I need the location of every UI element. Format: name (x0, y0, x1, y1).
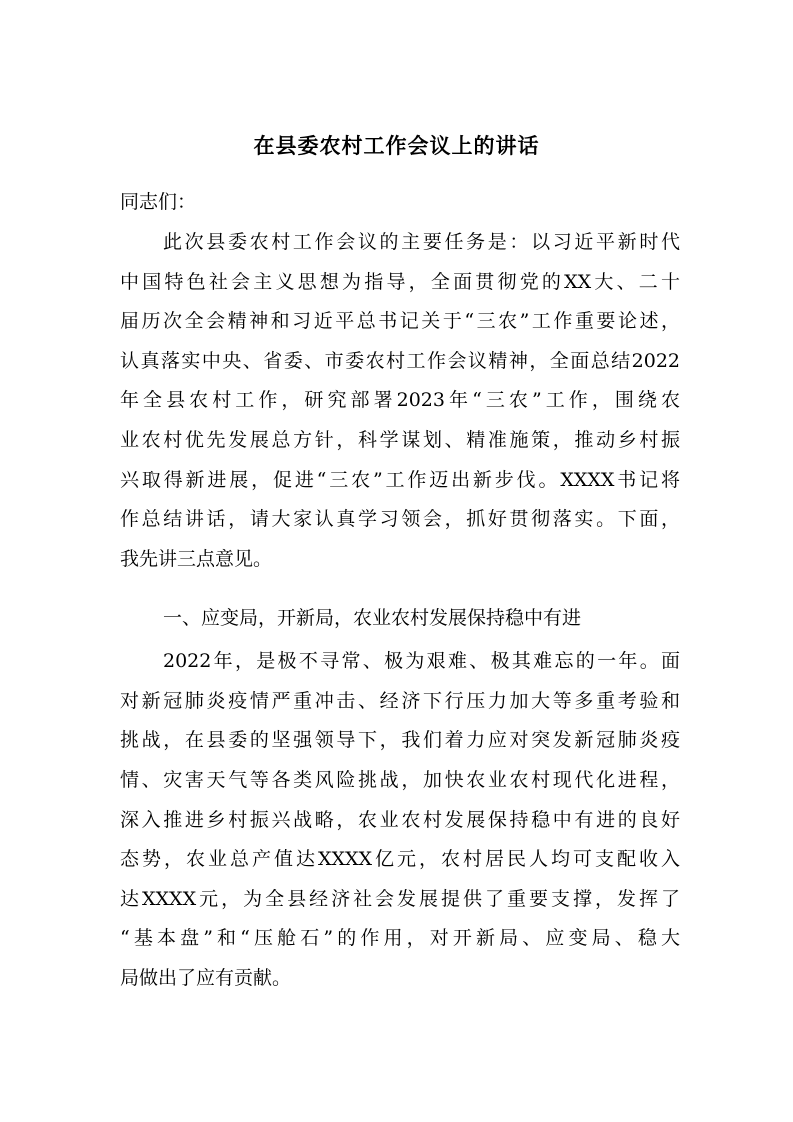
section-heading-1: 一、应变局，开新局，农业农村发展保持稳中有进 (163, 607, 582, 629)
paragraph-2-line: 挑战，在县委的坚强领导下，我们着力应对突发新冠肺炎疫 (120, 729, 680, 751)
paragraph-2-line: 达XXXX元，为全县经济社会发展提供了重要支撑，发挥了 (120, 888, 680, 910)
paragraph-2-line: 2022年，是极不寻常、极为艰难、极其难忘的一年。面 (163, 650, 680, 672)
paragraph-1-line: 业农村优先发展总方针，科学谋划、精准施策，推动乡村振 (120, 429, 680, 451)
paragraph-1-line: 作总结讲话，请大家认真学习领会，抓好贯彻落实。下面， (120, 508, 680, 530)
paragraph-2-line: 对新冠肺炎疫情严重冲击、经济下行压力加大等多重考验和 (120, 690, 680, 712)
paragraph-1-line: 我先讲三点意见。 (120, 548, 273, 570)
paragraph-2-line: 态势，农业总产值达XXXX亿元，农村居民人均可支配收入 (120, 848, 680, 870)
paragraph-1-line: 中国特色社会主义思想为指导，全面贯彻党的XX大、二十 (120, 271, 680, 293)
paragraph-2-line: 情、灾害天气等各类风险挑战，加快农业农村现代化进程， (120, 769, 680, 791)
paragraph-1-line: 兴取得新进展，促进“三农”工作迈出新步伐。XXXX书记将 (120, 469, 680, 491)
paragraph-2-line: 局做出了应有贡献。 (120, 967, 292, 989)
paragraph-1-line: 认真落实中央、省委、市委农村工作会议精神，全面总结2022 (120, 350, 680, 372)
paragraph-1-line: 届历次全会精神和习近平总书记关于“三农”工作重要论述， (120, 310, 680, 332)
salutation: 同志们： (120, 191, 197, 213)
paragraph-1-line: 年全县农村工作，研究部署2023年“三农”工作，围绕农 (120, 389, 680, 411)
paragraph-1-line: 此次县委农村工作会议的主要任务是：以习近平新时代 (163, 231, 680, 253)
paragraph-2-line: 深入推进乡村振兴战略，农业农村发展保持稳中有进的良好 (120, 809, 680, 831)
document-title: 在县委农村工作会议上的讲话 (253, 134, 540, 158)
paragraph-2-line: “基本盘”和“压舱石”的作用，对开新局、应变局、稳大 (120, 927, 680, 949)
